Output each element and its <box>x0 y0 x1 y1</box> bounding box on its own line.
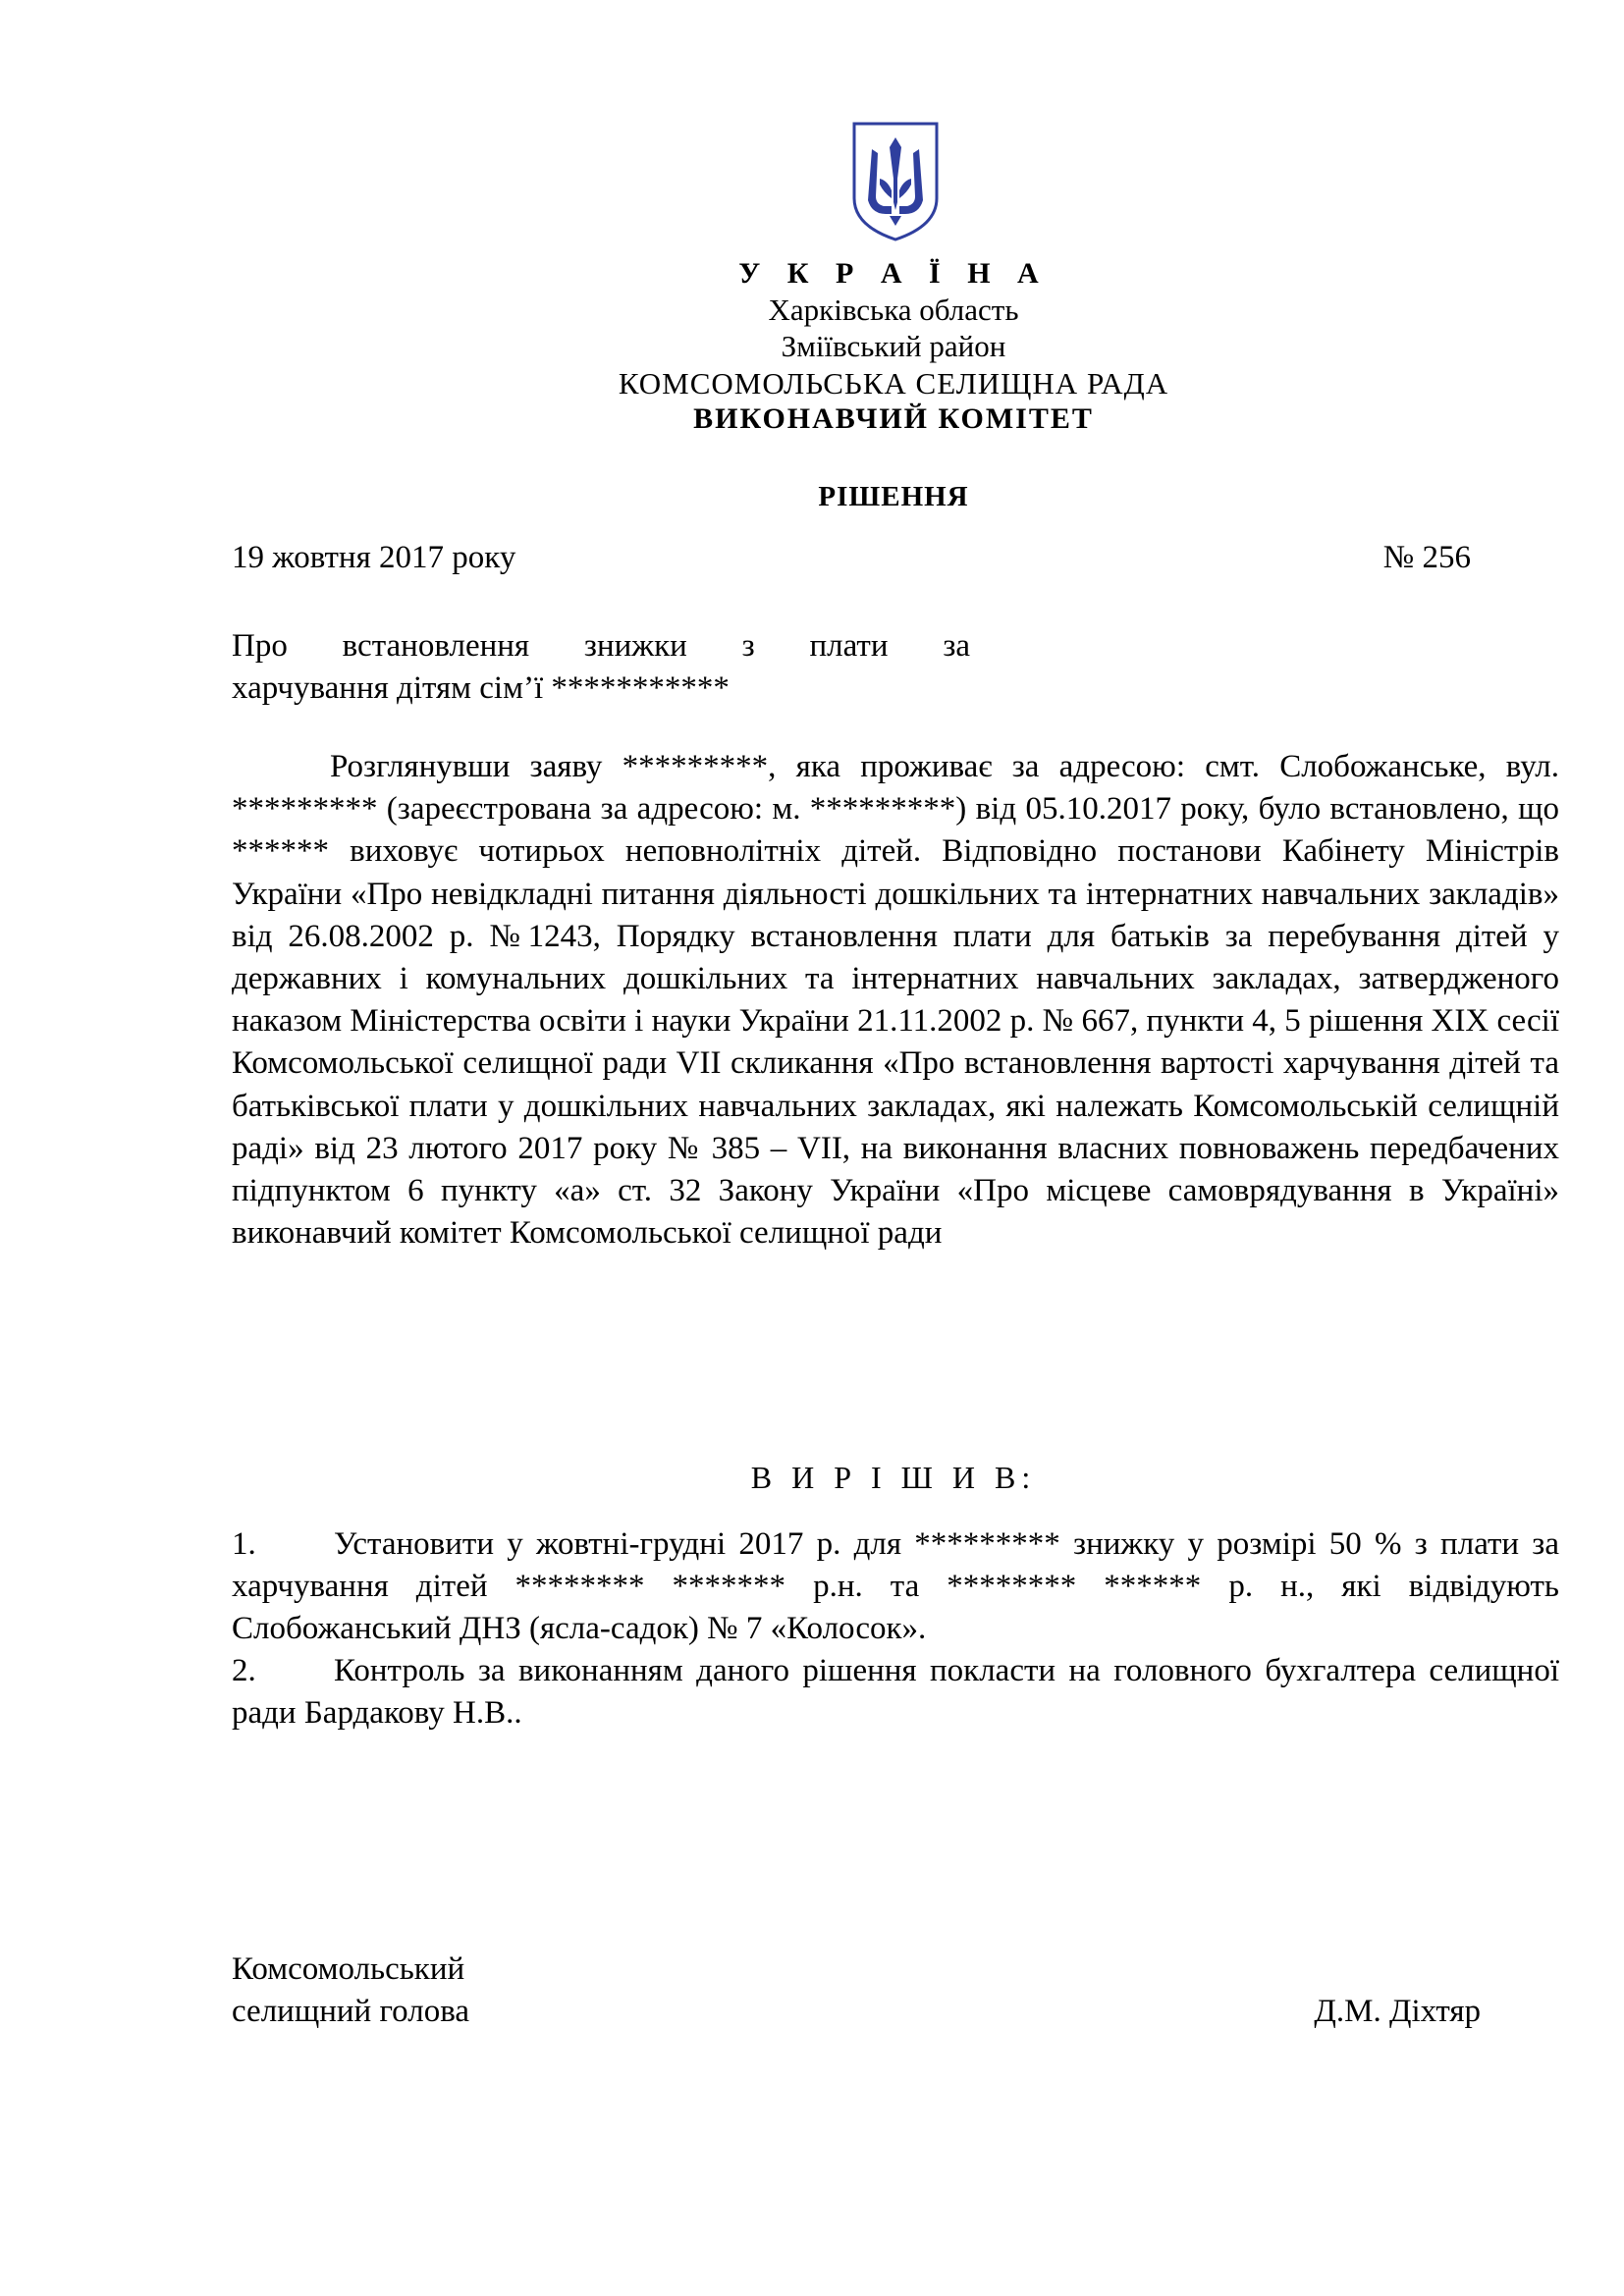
document-body: Розглянувши заяву *********, яка проживає за адресою: смт. Слобожанське, вул. ********* (зареєстрована за адресою: м. *********) від 05.10.2017 року, було встановлено, що ****** виховує чотирьох неповнолітніх дітей. Відповідно постанови Кабінету Міністрів України «Про невідкладні питання діяльності дошкільних та інтернатних навчальних закладів» від 26.08.2002 р. №1243, Порядку встановлення плати для батьків за перебування дітей у державних і комунальних дошкільних та інтернатних навчальних закладах, затвердженого наказом Міністерства освіти і науки України 21.11.2002 р. № 667, пункти 4, 5 рішення ХІХ сесії Комсомольської селищної ради VII скликання «Про встановлення вартості харчування дітей та батьківської плати у дошкільних навчальних закладах, які належать Комсомольській селищній раді» від 23 лютого 2017 року № 385 – VII, на виконання власних повноважень передбачених підпунктом 6 пункту «а» ст. 32 Закону України «Про місцеве самоврядування в Україні» виконавчий комітет Комсомольської селищної ради <box>232 749 1559 1252</box>
position-line-1: Комсомольський <box>232 1951 465 1987</box>
region-name: Харківська область <box>768 293 1019 327</box>
item-number: 1. <box>232 1526 256 1562</box>
decision-item <box>232 1650 1559 1735</box>
document-title: РІШЕННЯ <box>818 481 969 512</box>
decision-items <box>232 1523 1559 1735</box>
item-text: Контроль за виконанням даного рішення покласти на головного бухгалтера селищної ради Бардакову Н.В.. <box>232 1653 1559 1731</box>
document-subject <box>232 625 970 710</box>
document-date: 19 жовтня 2017 року <box>232 540 516 575</box>
signature-position <box>232 1949 469 2033</box>
item-text: Установити у жовтні-грудні 2017 р. для ********* знижку у розмірі 50 % з плати за харчування дітей ******** ******* р.н. та ******** ****** р. н., які відвідують Слобожанський ДНЗ (ясла-садок) № 7 «Колосок». <box>232 1526 1559 1646</box>
document-number: № 256 <box>1382 540 1471 575</box>
signatory-name: Д.М. Діхтяр <box>1314 1994 1481 2029</box>
decided-heading: В И Р І Ш И В: <box>750 1460 1037 1495</box>
ukraine-trident-icon <box>850 120 941 242</box>
date-line <box>232 540 1471 576</box>
council-name: КОМСОМОЛЬСЬКА СЕЛИЩНА РАДА <box>618 366 1169 400</box>
committee-name: ВИКОНАВЧИЙ КОМІТЕТ <box>693 402 1094 435</box>
subject-line-1: Про встановлення знижки з плати за <box>232 628 970 664</box>
decision-item <box>232 1523 1559 1650</box>
item-number: 2. <box>232 1653 256 1688</box>
country-name: У К Р А Ї Н А <box>738 257 1049 290</box>
position-line-2: селищний голова <box>232 1994 470 2029</box>
district-name: Зміївський район <box>781 329 1006 363</box>
subject-line-2: харчування дітям сім’ї *********** <box>232 670 730 706</box>
